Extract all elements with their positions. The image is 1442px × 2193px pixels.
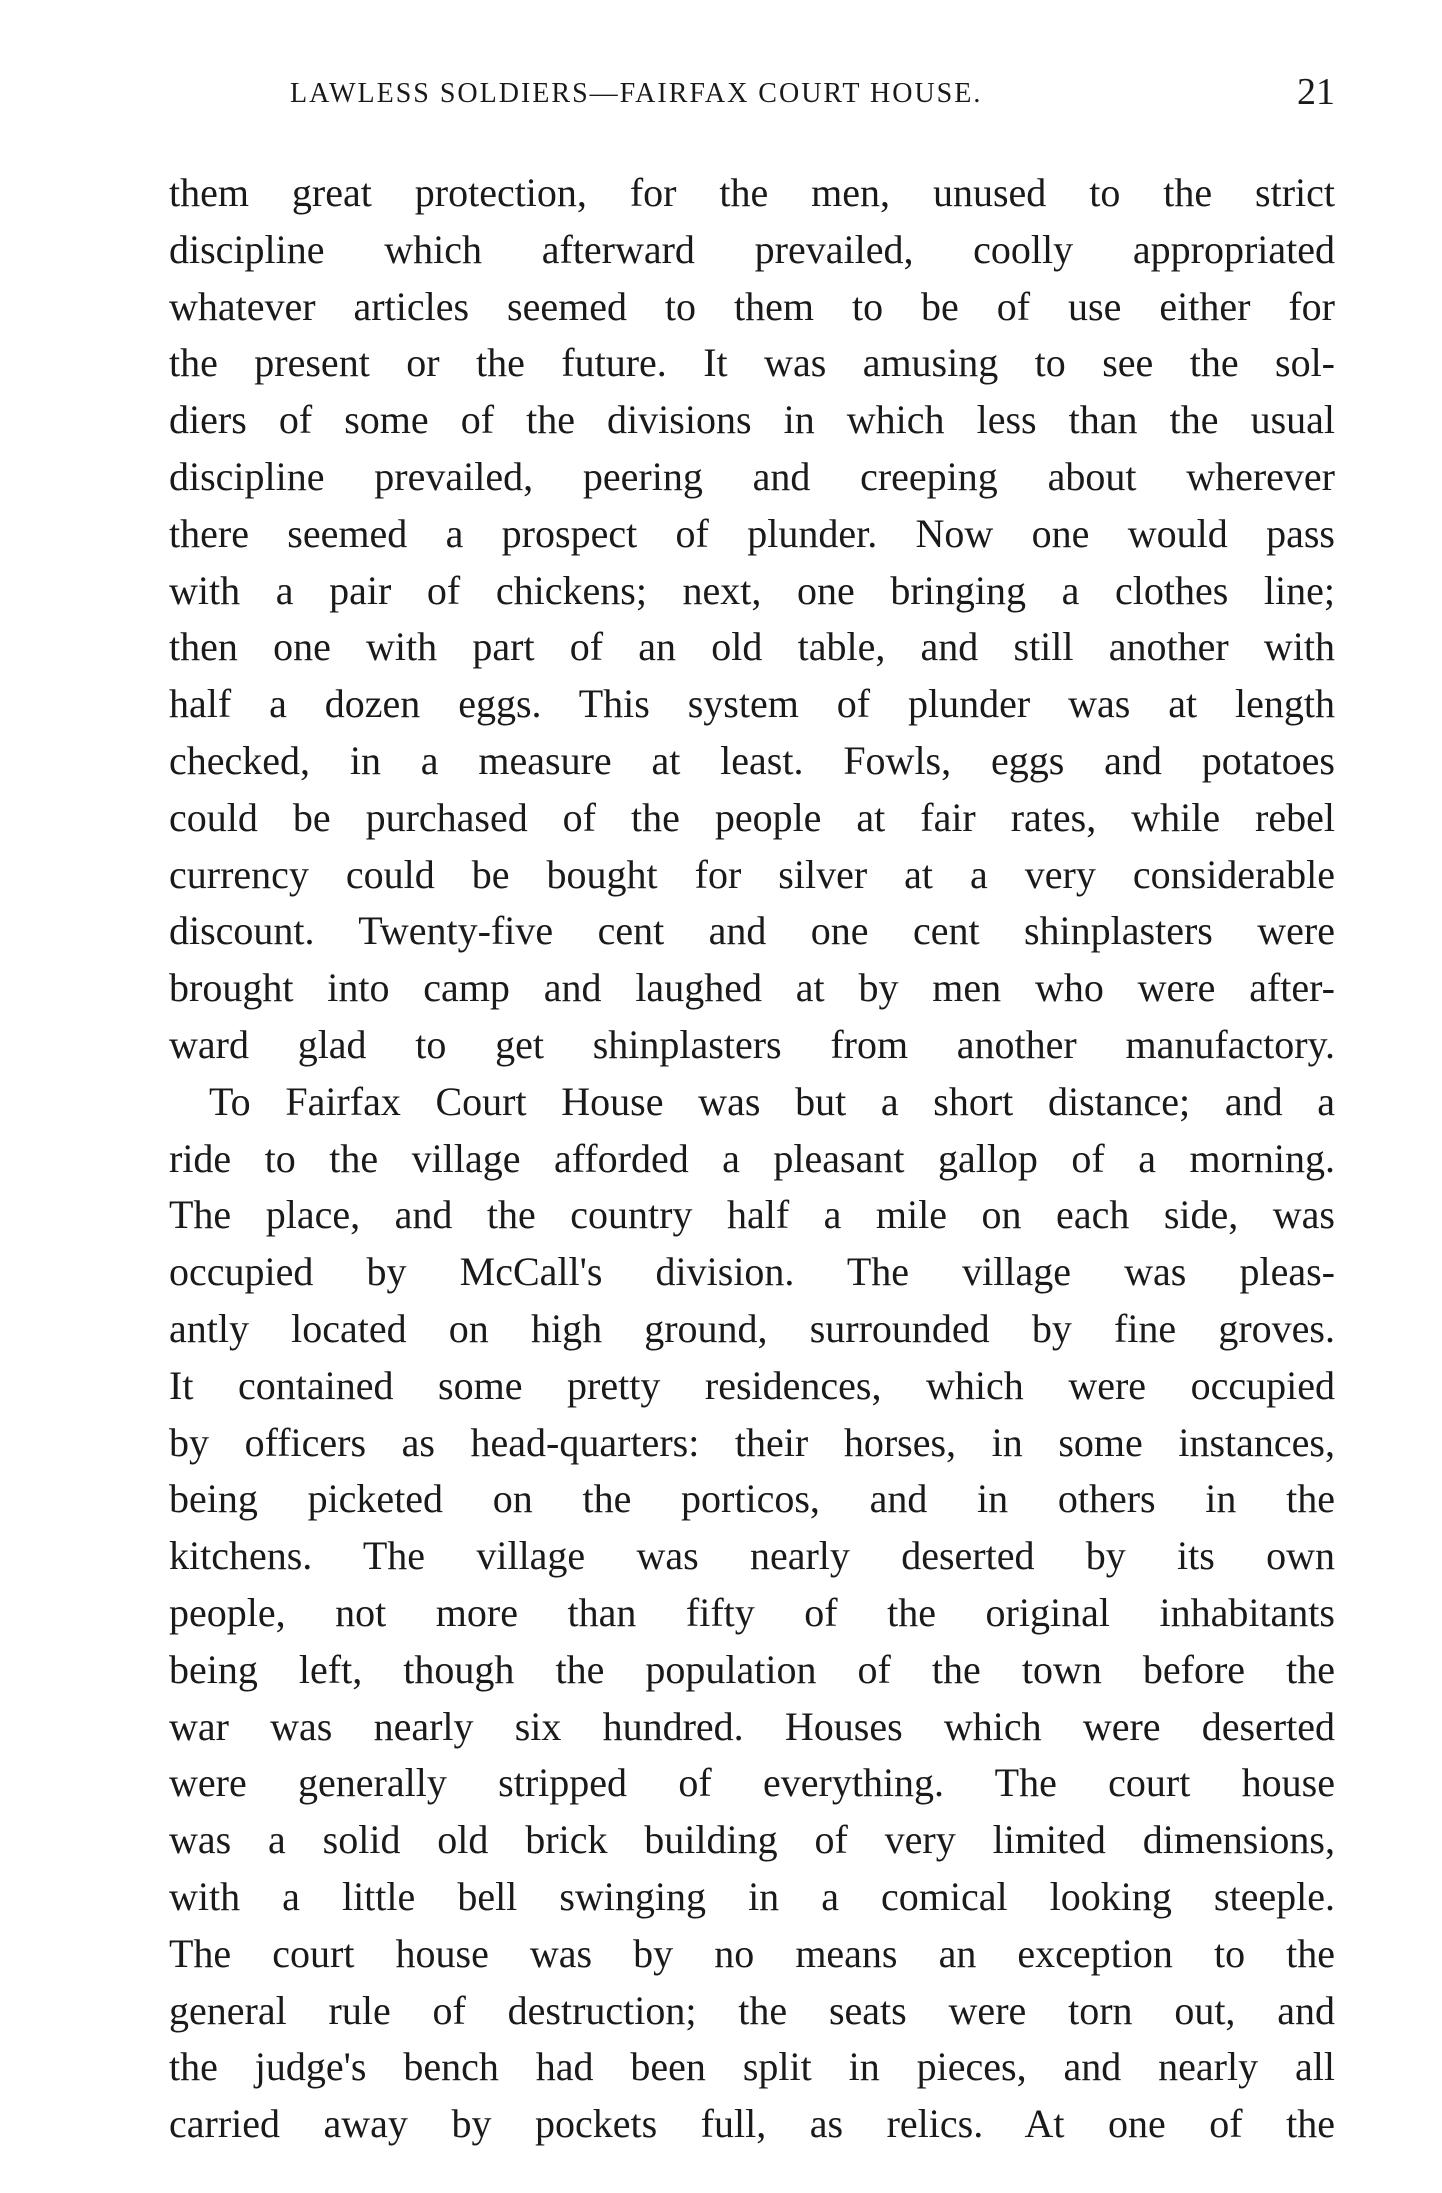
text-line: the judge's bench had been split in pieces, and nearly all — [169, 2044, 1335, 2090]
text-line: It contained some pretty residences, which were occupied — [169, 1362, 1335, 1408]
text-line: discount. Twenty-five cent and one cent shinplasters were — [169, 908, 1335, 954]
text-line: with a pair of chickens; next, one bringing a clothes line; — [169, 567, 1335, 613]
text-line: war was nearly six hundred. Houses which were deserted — [169, 1703, 1335, 1749]
text-line: whatever articles seemed to them to be of use either for — [169, 283, 1335, 329]
text-line: diers of some of the divisions in which less than the usual — [169, 397, 1335, 443]
text-line: occupied by McCall's division. The village was pleas- — [169, 1249, 1335, 1295]
text-line: discipline which afterward prevailed, coolly appropriated — [169, 226, 1335, 272]
text-line: were generally stripped of everything. The court house — [169, 1760, 1335, 1806]
text-line: The court house was by no means an exception to the — [169, 1930, 1335, 1976]
text-line: brought into camp and laughed at by men who were after- — [169, 965, 1335, 1011]
text-line: could be purchased of the people at fair rates, while rebel — [169, 794, 1335, 840]
text-line: was a solid old brick building of very limited dimensions, — [169, 1817, 1335, 1863]
text-line: discipline prevailed, peering and creeping about wherever — [169, 453, 1335, 499]
text-line: the present or the future. It was amusing to see the sol- — [169, 340, 1335, 386]
page-number: 21 — [1297, 71, 1335, 113]
text-line: then one with part of an old table, and still another with — [169, 624, 1335, 670]
text-line: currency could be bought for silver at a very considerable — [169, 851, 1335, 897]
text-line: To Fairfax Court House was but a short distance; and a — [209, 1078, 1335, 1124]
page-body-text — [169, 165, 1335, 2153]
running-header — [290, 70, 1335, 120]
text-line: with a little bell swinging in a comical looking steeple. — [169, 1873, 1335, 1919]
text-line: general rule of destruction; the seats were torn out, and — [169, 1987, 1335, 2033]
text-line: being picketed on the porticos, and in others in the — [169, 1476, 1335, 1522]
text-line: by officers as head-quarters: their horses, in some instances, — [169, 1419, 1335, 1465]
text-line: ride to the village afforded a pleasant gallop of a morning. — [169, 1135, 1335, 1181]
text-line: ward glad to get shinplasters from another manufactory. — [169, 1021, 1335, 1067]
text-line: checked, in a measure at least. Fowls, eggs and potatoes — [169, 737, 1335, 783]
text-line: there seemed a prospect of plunder. Now one would pass — [169, 510, 1335, 556]
text-line: kitchens. The village was nearly deserted by its own — [169, 1533, 1335, 1579]
text-line: them great protection, for the men, unused to the strict — [169, 170, 1335, 215]
text-line: half a dozen eggs. This system of plunder was at length — [169, 681, 1335, 727]
text-line: carried away by pockets full, as relics. At one of the — [169, 2101, 1335, 2147]
text-line: The place, and the country half a mile on each side, was — [169, 1192, 1335, 1238]
running-title: LAWLESS SOLDIERS—FAIRFAX COURT HOUSE. — [290, 78, 983, 109]
text-line: being left, though the population of the town before the — [169, 1646, 1335, 1692]
text-line: antly located on high ground, surrounded by fine groves. — [169, 1305, 1335, 1351]
text-line: people, not more than fifty of the original inhabitants — [169, 1589, 1335, 1635]
